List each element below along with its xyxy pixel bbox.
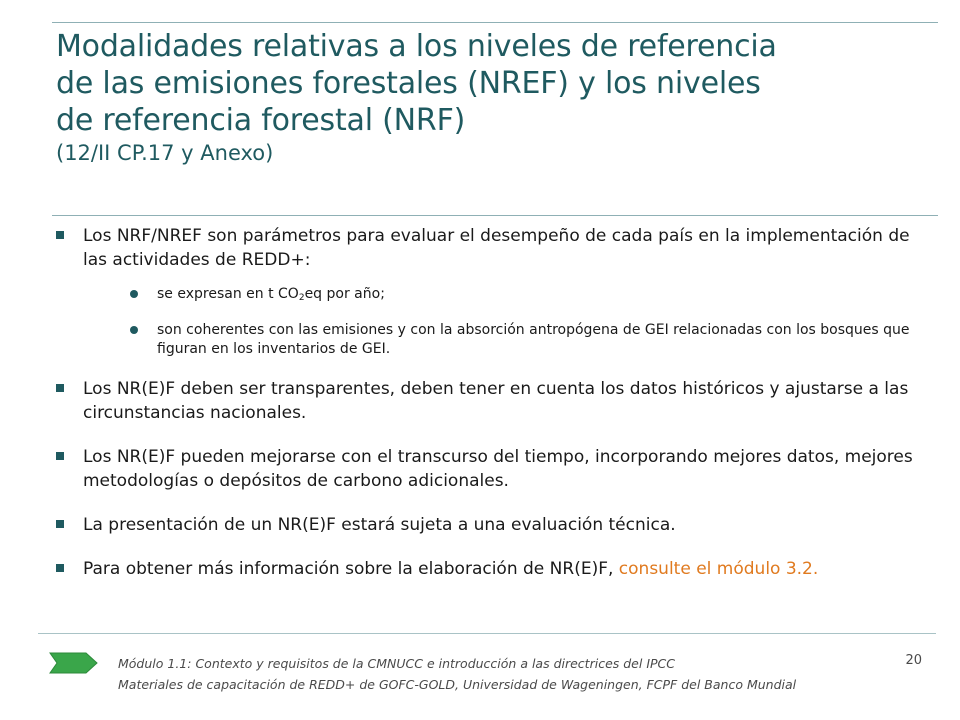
top-divider <box>52 22 938 23</box>
title-line-3: de referencia forestal (NRF) <box>56 103 466 138</box>
bullet-list <box>54 224 934 581</box>
square-bullet-icon <box>56 520 64 528</box>
bullet-1 <box>54 224 934 272</box>
bullet-3-text: Los NR(E)F pueden mejorarse con el transcurso del tiempo, incorporando mejores datos, mejores metodologías o depósitos de carbono adicionales. <box>83 447 913 491</box>
bullet-5-text: Para obtener más información sobre la elaboración de NR(E)F, <box>83 559 619 579</box>
bullet-2 <box>54 377 934 425</box>
sub-bullet-2-text: son coherentes con las emisiones y con la absorción antropógena de GEI relacionadas con los bosques que figuran en los inventarios de GEI. <box>157 322 910 357</box>
footer-text <box>118 653 938 695</box>
module-link[interactable]: consulte el módulo 3.2. <box>618 559 819 579</box>
co2-subscript: 2 <box>298 293 305 303</box>
chevron-arrow-icon <box>48 650 100 676</box>
slide-subtitle: (12/II CP.17 y Anexo) <box>56 141 274 165</box>
footer-divider <box>38 633 936 634</box>
round-bullet-icon <box>130 326 138 334</box>
sub-bullet-2 <box>54 321 934 359</box>
bullet-4-text: La presentación de un NR(E)F estará sujeta a una evaluación técnica. <box>83 515 676 535</box>
sub-bullet-1-post: eq por año; <box>304 286 385 302</box>
bullet-4 <box>54 513 934 537</box>
sub-bullet-1-pre: se expresan en t CO <box>157 286 299 302</box>
bullet-5 <box>54 557 934 581</box>
footer-module-line: Módulo 1.1: Contexto y requisitos de la CMNUCC e introducción a las directrices del IPCC <box>118 656 675 671</box>
square-bullet-icon <box>56 452 64 460</box>
round-bullet-icon <box>130 290 138 298</box>
sub-bullet-1 <box>54 285 934 308</box>
footer-credits-line: Materiales de capacitación de REDD+ de GOFC-GOLD, Universidad de Wageningen, FCPF del Banco Mundial <box>118 677 797 692</box>
bullet-3 <box>54 445 934 493</box>
bullet-2-text: Los NR(E)F deben ser transparentes, deben tener en cuenta los datos históricos y ajustarse a las circunstancias nacionales. <box>83 379 909 423</box>
page-number: 20 <box>905 653 922 668</box>
square-bullet-icon <box>56 564 64 572</box>
title-line-2: de las emisiones forestales (NREF) y los niveles <box>56 66 761 101</box>
title-divider <box>52 215 938 216</box>
square-bullet-icon <box>56 384 64 392</box>
square-bullet-icon <box>56 231 64 239</box>
slide-title <box>56 28 936 167</box>
title-line-1: Modalidades relativas a los niveles de referencia <box>56 29 777 64</box>
bullet-1-text: Los NRF/NREF son parámetros para evaluar el desempeño de cada país en la implementación de las actividades de REDD+: <box>83 226 910 270</box>
